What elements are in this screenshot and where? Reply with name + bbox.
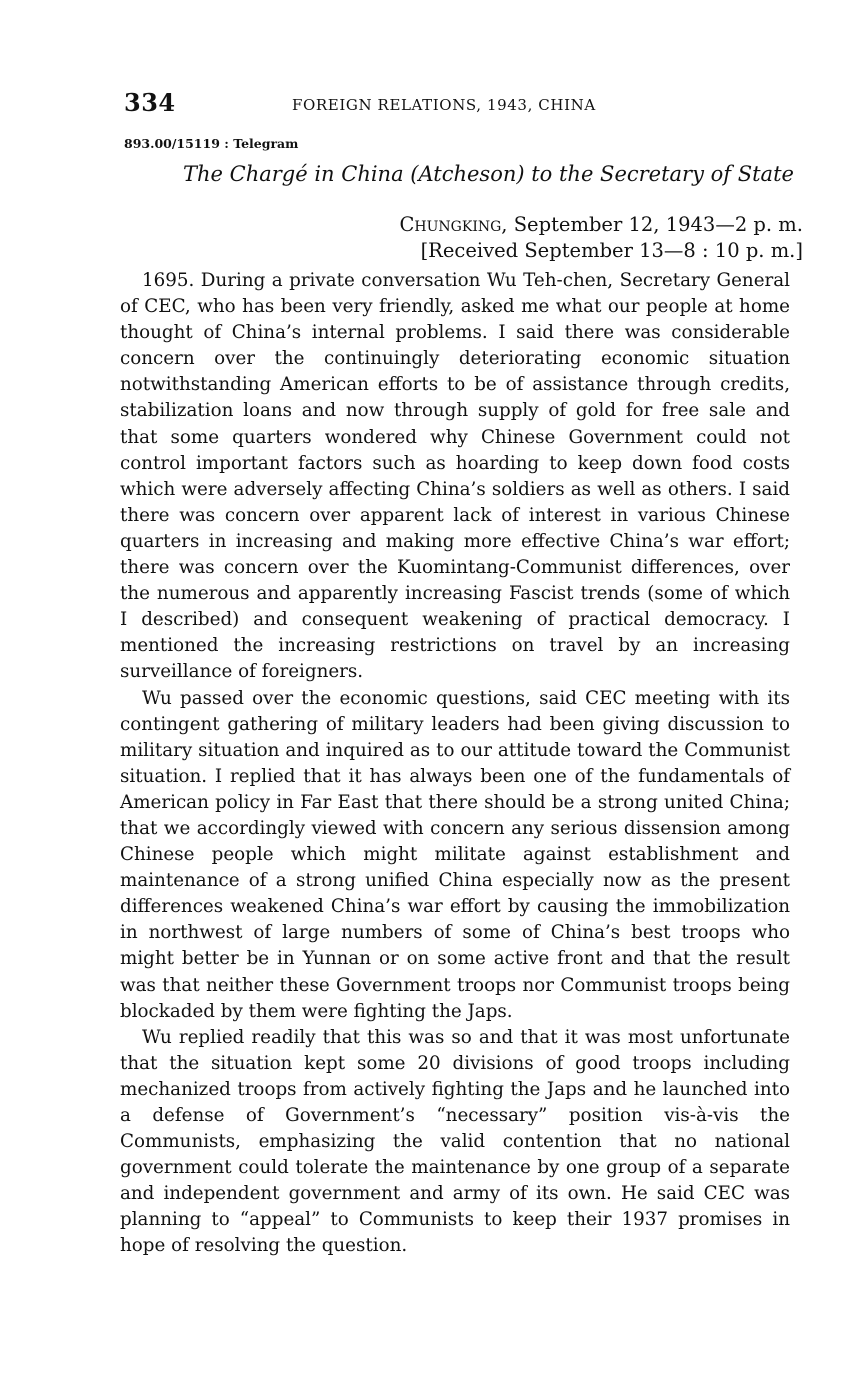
dateline (400, 212, 804, 264)
body-paragraph: 1695. During a private conversation Wu Teh-chen, Secretary General of CEC, who has been very friendly, asked me what our people at home thought of China’s internal problems. I said there was considerable concern over the continuingly deteriorating economic situation notwithstanding American efforts to be of assistance through credits, stabilization loans and now through supply of gold for free sale and that some quarters wondered why Chinese Government could not control important factors such as hoarding to keep down food costs which were adversely affecting China’s soldiers as well as others. I said there was concern over apparent lack of interest in various Chinese quarters in increasing and making more effective China’s war effort; there was concern over the Kuomintang-Communist differences, over the numerous and apparently increasing Fascist trends (some of which I described) and consequent weakening of practical democracy. I mentioned the increasing restrictions on travel by an increasing surveillance of foreigners. (120, 270, 790, 683)
dateline-received: [Received September 13—8 : 10 p. m.] (420, 239, 803, 262)
file-reference: 893.00/15119 : Telegram (124, 136, 299, 151)
dateline-place: Chungking (399, 213, 502, 236)
running-header (124, 88, 644, 120)
dateline-sent (400, 212, 804, 238)
body-paragraph: Wu replied readily that this was so and that it was most unfortunate that the situation kept some 20 divisions of good troops including mechanized troops from actively fighting the Japs and he launched into a defense of Government’s “necessary” position vis-à-vis the Communists, emphasizing the valid contention that no national government could tolerate the maintenance by one group of a separate and independent government and army of its own. He said CEC was planning to “appeal” to Communists to keep their 1937 promises in hope of resolving the question. (120, 1026, 790, 1257)
document-title: The Chargé in China (Atcheson) to the Secretary of State (183, 162, 794, 186)
running-title: FOREIGN RELATIONS, 1943, CHINA (292, 96, 596, 114)
dateline-sent-time: , September 12, 1943—2 p. m. (501, 213, 803, 236)
body-paragraph: Wu passed over the economic questions, said CEC meeting with its contingent gathering of military leaders had been giving discussion to military situation and inquired as to our attitude toward the Communist situation. I replied that it has always been one of the fundamentals of American policy in Far East that there should be a strong united China; that we accordingly viewed with concern any serious dissension among Chinese people which might militate against establishment and maintenance of a strong unified China especially now as the present differences weakened China’s war effort by causing the immobilization in northwest of large numbers of some of China’s best troops who might better be in Yunnan or on some active front and that the result was that neither these Government troops nor Communist troops being blockaded by them were fighting the Japs. (120, 687, 790, 1022)
telegram-body (120, 268, 790, 1260)
page-number: 334 (124, 88, 176, 117)
